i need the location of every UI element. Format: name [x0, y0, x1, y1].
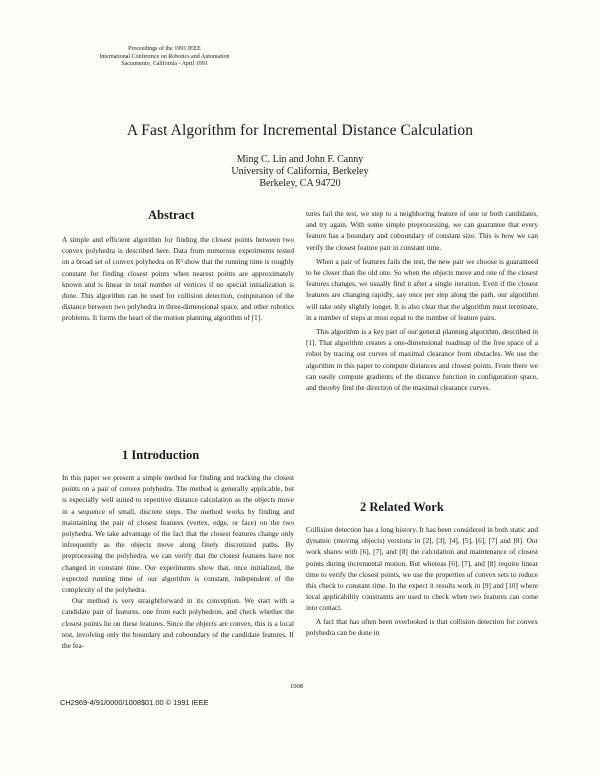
abstract-heading: Abstract [148, 208, 195, 222]
related-paragraph: A fact that has often been overlooked is that collision detection for convex polyhedra can be done in [306, 616, 538, 637]
conference-header [92, 46, 237, 69]
location: Berkeley, CA 94720 [259, 178, 341, 189]
related-work-body [306, 524, 538, 638]
authors: Ming C. Lin and John F. Canny [236, 154, 364, 165]
copyright-line: CH2969-4/91/0000/1008$01.00 © 1991 IEEE [60, 698, 209, 707]
right-column-body [306, 208, 538, 393]
page-number: 1008 [290, 683, 303, 690]
header-line: Sacramento, California - April 1991 [121, 61, 208, 67]
body-paragraph: This algorithm is a key part of our general planning algorithm, described in [1]. That algorithm creates a one-dimensional roadmap of the free space of a robot by tracing out curves of maximal clearance from obstacles. We use the algorithm in this paper to compute distances and closest points. From there we can easily compute gradients of the distance function in configuration space, and thereby find the direction of the maximal clearance curves. [306, 327, 538, 393]
intro-heading: 1 Introduction [122, 448, 200, 462]
intro-paragraph: In this paper we present a simple method for finding and tracking the closest points on a pair of convex polyhedra. The method is generally applicable, but is especially well suited to repetitive distance calculation as the objects move in a sequence of small, discrete steps. The method works by finding and maintaining the pair of closest features (vertex, edge, or face) on the two polyhedra. We take advantage of the fact that the closest features change only infrequently as the objects move along finely discretized paths. By preprocessing the polyhedra, we can verify that the closest features have not changed in constant time. Our experiments show that, once initialized, the expected running time of our algorithm is constant, independent of the complexity of the polyhedra. [62, 473, 294, 595]
related-paragraph: Collision detection has a long history. It has been considered in both static and dynamic (moving objects) versions in [2], [3], [4], [5], [6], [7] and [8]. Our work shares with [6], [7], and [8] the calculation and maintenance of closest points during incremental motion. But whereas [6], [7], and [8] require linear time to verify the closest points, we use the properties of convex sets to reduce this check to constant time. In the expect it results work in [9] and [10] where local applicability constraints are used to check when two features can come into contact. [306, 525, 538, 613]
intro-body [62, 472, 294, 651]
paper-title: A Fast Algorithm for Incremental Distance Calculation [126, 122, 474, 139]
affiliation: University of California, Berkeley [231, 166, 369, 177]
header-line: Proceedings of the 1991 IEEE [128, 46, 201, 52]
body-paragraph: tures fail the test, we step to a neighboring feature of one or both candidates, and try again. With some simple preprocessing, we can guarantee that every feature has a boundary and coboundary of constant size. This is how we can verify the closest feature pair in constant time. [306, 209, 538, 252]
body-paragraph: When a pair of features fails the test, the new pair we choose is guaranteed to be closer than the old one. So when the objects move and one of the closest features changes, we usually find it after a single iteration. Even if the closest features are changing rapidly, say once per step along the path, our algorithm will take only slightly longer. It is also clear that the algorithm must terminate, in a number of steps at most equal to the number of feature pairs. [306, 256, 538, 322]
header-line: International Conference on Robotics and Automation [99, 53, 230, 60]
author-block [150, 154, 450, 190]
related-work-heading: 2 Related Work [360, 500, 444, 514]
abstract-text: A simple and efficient algorithm for finding the closest points between two convex polyhedra is described here. Data from numerous experiments tested on a broad set of convex polyhedra on R³ show that the running time is roughly constant for finding closest points when nearest points are approximately known and is linear in total number of vertices if no special initialization is done. This algorithm can be used for collision detection, computation of the distance between two polyhedra in three-dimensional space, and other robotics problems. It forms the heart of the motion planning algorithm of [1]. [62, 235, 294, 323]
intro-paragraph: Our method is very straightforward in its conception. We start with a candidate pair of features, one from each polyhedron, and check whether the closest points lie on these features. Since the objects are convex, this is a local test, involving only the boundary and coboundary of the candidate features. If the fea- [62, 596, 294, 651]
abstract-body [62, 234, 294, 324]
